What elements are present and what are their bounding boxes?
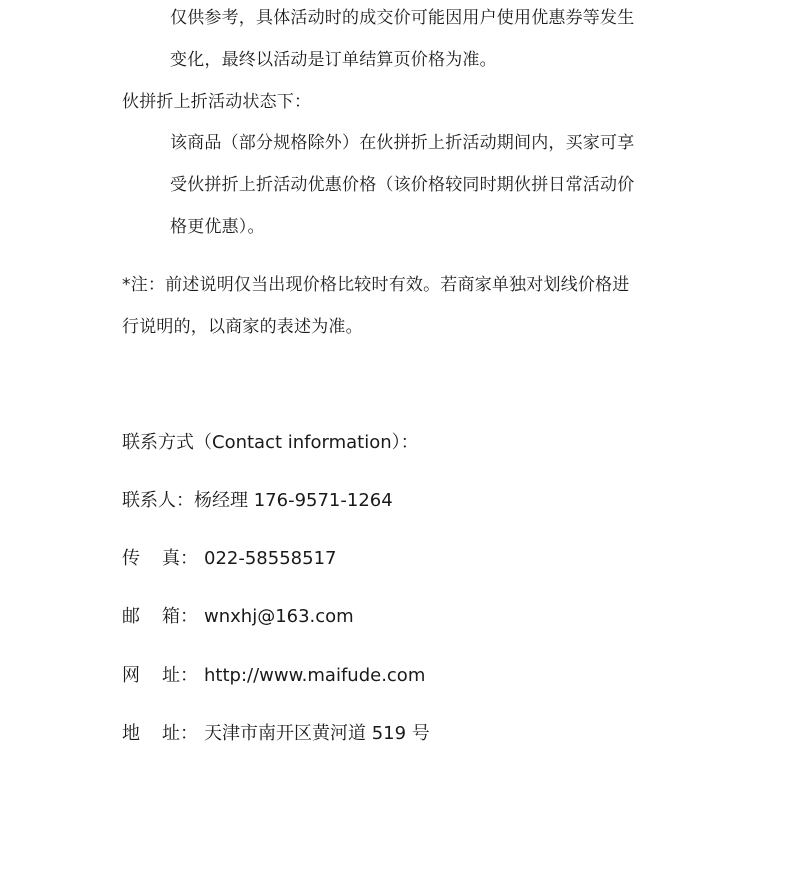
email-value: wnxhj@163.com (204, 606, 354, 627)
contact-email-row (122, 604, 354, 630)
contact-person-row (122, 488, 393, 514)
fax-value: 022-58558517 (204, 548, 337, 569)
web-label-b: 址： (162, 665, 198, 686)
promo-desc-line-1: 该商品（部分规格除外）在伙拼折上折活动期间内，买家可享 (170, 133, 635, 153)
addr-value: 天津市南开区黄河道 519 号 (204, 723, 430, 744)
footnote-line-2: 行说明的，以商家的表述为准。 (122, 317, 363, 337)
web-value: http://www.maifude.com (204, 665, 426, 686)
promo-desc-line-2: 受伙拼折上折活动优惠价格（该价格较同时期伙拼日常活动价 (170, 175, 635, 195)
web-label-a: 网 (122, 665, 140, 686)
fax-label-b: 真： (162, 548, 198, 569)
fax-label-a: 传 (122, 548, 140, 569)
contact-person-value: 杨经理 176-9571-1264 (194, 490, 393, 511)
contact-person-label: 联系人： (122, 490, 194, 511)
footnote-line-1: *注：前述说明仅当出现价格比较时有效。若商家单独对划线价格进 (122, 275, 630, 295)
contact-web-row (122, 663, 425, 689)
addr-label-b: 址： (162, 723, 198, 744)
email-label-b: 箱： (162, 606, 198, 627)
contact-heading: 联系方式（Contact information）： (122, 432, 419, 453)
price-note-line-2: 变化，最终以活动是订单结算页价格为准。 (170, 50, 497, 70)
addr-label-a: 地 (122, 723, 140, 744)
contact-address-row (122, 721, 430, 747)
email-label-a: 邮 (122, 606, 140, 627)
promo-desc-line-3: 格更优惠）。 (170, 217, 265, 237)
promo-heading: 伙拼折上折活动状态下： (122, 92, 312, 112)
price-note-line-1: 仅供参考，具体活动时的成交价可能因用户使用优惠券等发生 (170, 8, 635, 28)
contact-fax-row (122, 546, 336, 572)
